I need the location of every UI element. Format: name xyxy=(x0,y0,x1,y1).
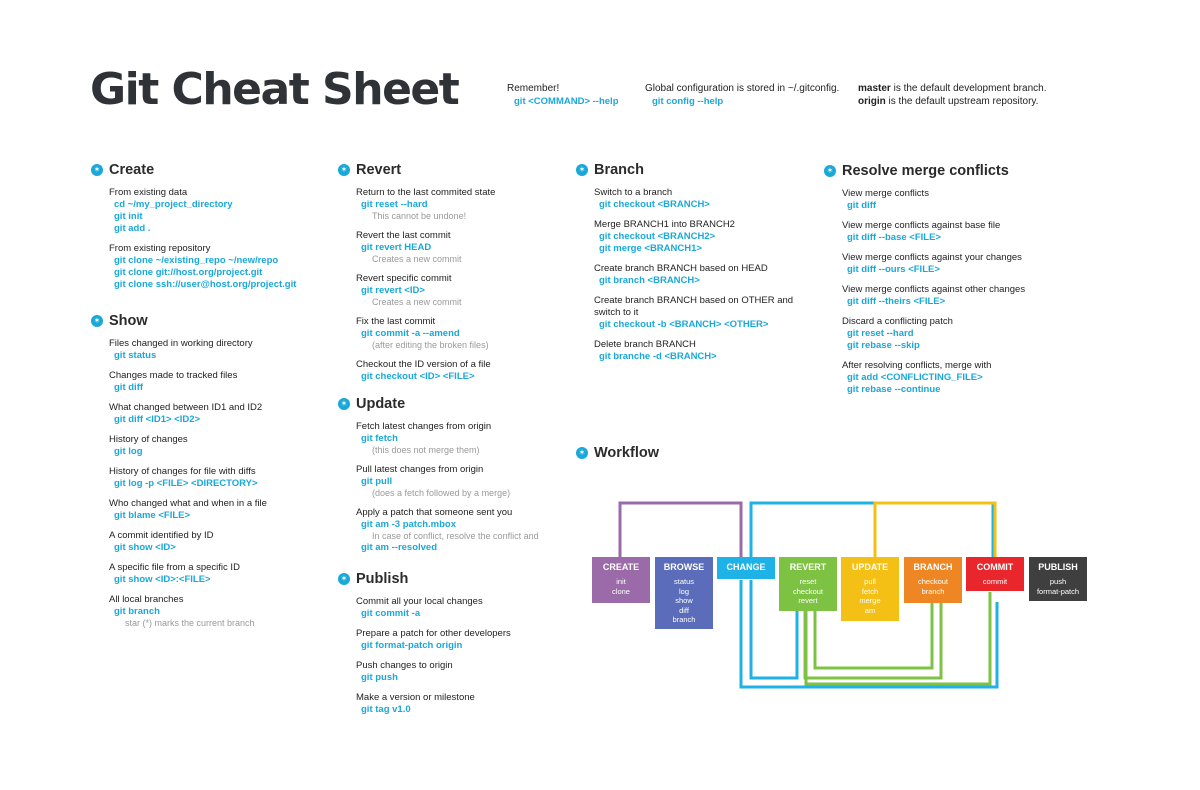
workflow-box-publish xyxy=(1029,557,1087,601)
workflow-box-label: UPDATE xyxy=(851,562,889,572)
workflow-box-commit xyxy=(966,557,1024,591)
command: git tag v1.0 xyxy=(361,704,411,715)
command: git diff <ID1> <ID2> xyxy=(114,414,201,425)
workflow-command: init xyxy=(616,577,626,586)
workflow-box-commands xyxy=(841,577,899,615)
workflow-box-change xyxy=(717,557,775,579)
workflow-command: commit xyxy=(982,577,1008,586)
entry-description: A specific file from a specific ID xyxy=(109,562,240,573)
command: git clone ~/existing_repo ~/new/repo xyxy=(114,255,279,266)
entry-description: What changed between ID1 and ID2 xyxy=(109,402,263,413)
command: git checkout -b <BRANCH> <OTHER> xyxy=(599,319,769,330)
entry-description: Fix the last commit xyxy=(356,316,436,327)
entry-description: Pull latest changes from origin xyxy=(356,464,484,475)
workflow-box-label: CREATE xyxy=(602,562,640,572)
workflow-box-label: COMMIT xyxy=(976,562,1014,572)
workflow-command: branch xyxy=(921,586,945,596)
entry-description: Return to the last commited state xyxy=(356,187,496,198)
command: git add . xyxy=(114,223,151,234)
workflow-command: branch xyxy=(672,615,696,624)
connector-update-commit-top xyxy=(875,503,995,557)
command: git fetch xyxy=(361,433,398,444)
show-title: Show xyxy=(109,313,148,329)
workflow-box-revert xyxy=(779,557,837,611)
workflow-command: fetch xyxy=(861,586,879,596)
command: git checkout <BRANCH> xyxy=(599,199,710,210)
workflow-command: merge xyxy=(859,596,881,605)
command: git revert HEAD xyxy=(361,242,432,253)
entry-description: Push changes to origin xyxy=(356,660,453,671)
workflow-box-label: BROWSE xyxy=(663,562,705,572)
update-title: Update xyxy=(356,396,406,412)
command: git reset --hard xyxy=(847,328,914,339)
section-star-icon: ✶ xyxy=(576,164,588,176)
workflow-command: pull xyxy=(864,577,876,586)
entry-note: In case of conflict, resolve the conflict and xyxy=(372,531,539,541)
help-reminder-text: Remember! xyxy=(507,83,560,94)
entry-description: Create branch BRANCH based on HEAD xyxy=(594,263,768,274)
entry-description: View merge conflicts against your changes xyxy=(842,252,1022,263)
entry-description: A commit identified by ID xyxy=(109,530,214,541)
command: git merge <BRANCH1> xyxy=(599,243,702,254)
workflow-command: checkout xyxy=(792,586,824,596)
create-title: Create xyxy=(109,162,155,178)
command: git diff xyxy=(847,200,877,211)
command: git clone git://host.org/project.git xyxy=(114,267,263,278)
workflow-command: am xyxy=(864,605,876,615)
entry-note: Creates a new commit xyxy=(372,297,462,307)
command: git reset --hard xyxy=(361,199,428,210)
command: git branch <BRANCH> xyxy=(599,275,700,286)
help-command: git <COMMAND> --help xyxy=(514,96,619,107)
command: git blame <FILE> xyxy=(114,510,191,521)
command: git checkout <BRANCH2> xyxy=(599,231,716,242)
entry-description: Revert the last commit xyxy=(356,230,451,241)
workflow-box-label: REVERT xyxy=(789,562,827,572)
command: git log -p <FILE> <DIRECTORY> xyxy=(114,478,258,489)
branch-title: Branch xyxy=(594,162,644,178)
entry-description: Checkout the ID version of a file xyxy=(356,359,491,370)
page-title: Git Cheat Sheet xyxy=(90,64,459,115)
entry-description: View merge conflicts against base file xyxy=(842,220,1001,231)
workflow-box-update xyxy=(841,557,899,621)
workflow-box-commands xyxy=(1029,577,1087,596)
section-star-icon: ✶ xyxy=(338,164,350,176)
entry-description: Switch to a branch xyxy=(594,187,673,198)
revert-title: Revert xyxy=(356,162,402,178)
command: cd ~/my_project_directory xyxy=(114,199,233,210)
entry-note: (this does not merge them) xyxy=(372,445,480,455)
origin-word: origin xyxy=(858,96,886,107)
entry-description: Revert specific commit xyxy=(356,273,452,284)
workflow-command: format-patch xyxy=(1036,586,1080,596)
command: git init xyxy=(114,211,143,222)
workflow-command: clone xyxy=(612,586,630,596)
resolve-title: Resolve merge conflicts xyxy=(842,163,1009,179)
entry-note: (does a fetch followed by a merge) xyxy=(372,488,511,498)
entry-description: Delete branch BRANCH xyxy=(594,339,696,350)
workflow-title: Workflow xyxy=(594,445,659,461)
connector-change-commit-top xyxy=(751,503,993,557)
workflow-command: status xyxy=(673,577,694,586)
command: git show <ID>:<FILE> xyxy=(114,574,211,585)
command: git commit -a xyxy=(361,608,421,619)
section-star-icon: ✶ xyxy=(91,164,103,176)
entry-description: Prepare a patch for other developers xyxy=(356,628,511,639)
workflow-box-commands xyxy=(779,577,837,606)
workflow-box-browse xyxy=(655,557,713,629)
entry-description: From existing repository xyxy=(109,243,211,254)
command: git show <ID> xyxy=(114,542,176,553)
publish-title: Publish xyxy=(356,571,409,587)
command: git diff --ours <FILE> xyxy=(847,264,940,275)
entry-description: Fetch latest changes from origin xyxy=(356,421,492,432)
entry-description: Merge BRANCH1 into BRANCH2 xyxy=(594,219,735,230)
command: git diff --theirs <FILE> xyxy=(847,296,946,307)
workflow-box-label: PUBLISH xyxy=(1038,562,1078,572)
entry-description: After resolving conflicts, merge with xyxy=(842,360,992,371)
section-star-icon: ✶ xyxy=(576,447,588,459)
workflow-box-create xyxy=(592,557,650,603)
workflow-command: revert xyxy=(798,596,818,605)
master-rest: is the default development branch. xyxy=(890,83,1047,94)
section-star-icon: ✶ xyxy=(824,165,836,177)
entry-description: Apply a patch that someone sent you xyxy=(356,507,513,518)
entry-description: From existing data xyxy=(109,187,188,198)
command: git log xyxy=(114,446,143,457)
workflow-command: diff xyxy=(679,605,689,615)
workflow-command: show xyxy=(675,596,693,605)
workflow-box-commands xyxy=(904,577,962,596)
command: git branche -d <BRANCH> xyxy=(599,351,717,362)
section-star-icon: ✶ xyxy=(338,398,350,410)
entry-note: This cannot be undone! xyxy=(372,211,467,221)
entry-note: Creates a new commit xyxy=(372,254,462,264)
entry-description: Commit all your local changes xyxy=(356,596,483,607)
command: git pull xyxy=(361,476,393,487)
workflow-box-branch xyxy=(904,557,962,603)
entry-note: star (*) marks the current branch xyxy=(125,618,255,628)
entry-description: Discard a conflicting patch xyxy=(842,316,953,327)
entry-description: View merge conflicts against other changes xyxy=(842,284,1026,295)
entry-description: All local branches xyxy=(109,594,184,605)
entry-description: Who changed what and when in a file xyxy=(109,498,267,509)
workflow-command: reset xyxy=(799,577,817,586)
command: git commit -a --amend xyxy=(361,328,460,339)
workflow-command: checkout xyxy=(917,577,949,586)
workflow-box-commands xyxy=(655,577,713,625)
entry-description: Files changed in working directory xyxy=(109,338,253,349)
command: git diff --base <FILE> xyxy=(847,232,941,243)
section-star-icon: ✶ xyxy=(338,573,350,585)
command: git diff xyxy=(114,382,144,393)
command: git rebase --continue xyxy=(847,384,941,395)
master-word: master xyxy=(858,83,891,94)
entry-note: (after editing the broken files) xyxy=(372,340,489,350)
entry-description: Changes made to tracked files xyxy=(109,370,238,381)
command: git clone ssh://user@host.org/project.git xyxy=(114,279,297,290)
entry-description: View merge conflicts xyxy=(842,188,929,199)
connector-create-change xyxy=(620,503,741,557)
section-star-icon: ✶ xyxy=(91,315,103,327)
workflow-command: log xyxy=(678,586,689,596)
origin-rest: is the default upstream repository. xyxy=(885,96,1039,107)
command: git push xyxy=(361,672,398,683)
entry-description: Create branch BRANCH based on OTHER and switch to it xyxy=(594,295,794,318)
command: git am -3 patch.mbox xyxy=(361,519,457,530)
command: git format-patch origin xyxy=(361,640,463,651)
workflow-command: push xyxy=(1049,577,1067,586)
config-help-command: git config --help xyxy=(652,96,724,107)
entry-description: History of changes xyxy=(109,434,188,445)
workflow-box-commands xyxy=(592,577,650,596)
command: git rebase --skip xyxy=(847,340,920,351)
command: git add <CONFLICTING_FILE> xyxy=(847,372,983,383)
command: git revert <ID> xyxy=(361,285,425,296)
command: git am --resolved xyxy=(361,542,438,553)
command: git branch xyxy=(114,606,160,617)
workflow-box-label: CHANGE xyxy=(726,562,766,572)
command: git checkout <ID> <FILE> xyxy=(361,371,475,382)
workflow-box-label: BRANCH xyxy=(913,562,953,572)
entry-description: Make a version or milestone xyxy=(356,692,475,703)
workflow-box-commands xyxy=(966,577,1024,587)
entry-description: History of changes for file with diffs xyxy=(109,466,256,477)
global-config-text: Global configuration is stored in ~/.gitconfig. xyxy=(645,83,840,94)
command: git status xyxy=(114,350,157,361)
